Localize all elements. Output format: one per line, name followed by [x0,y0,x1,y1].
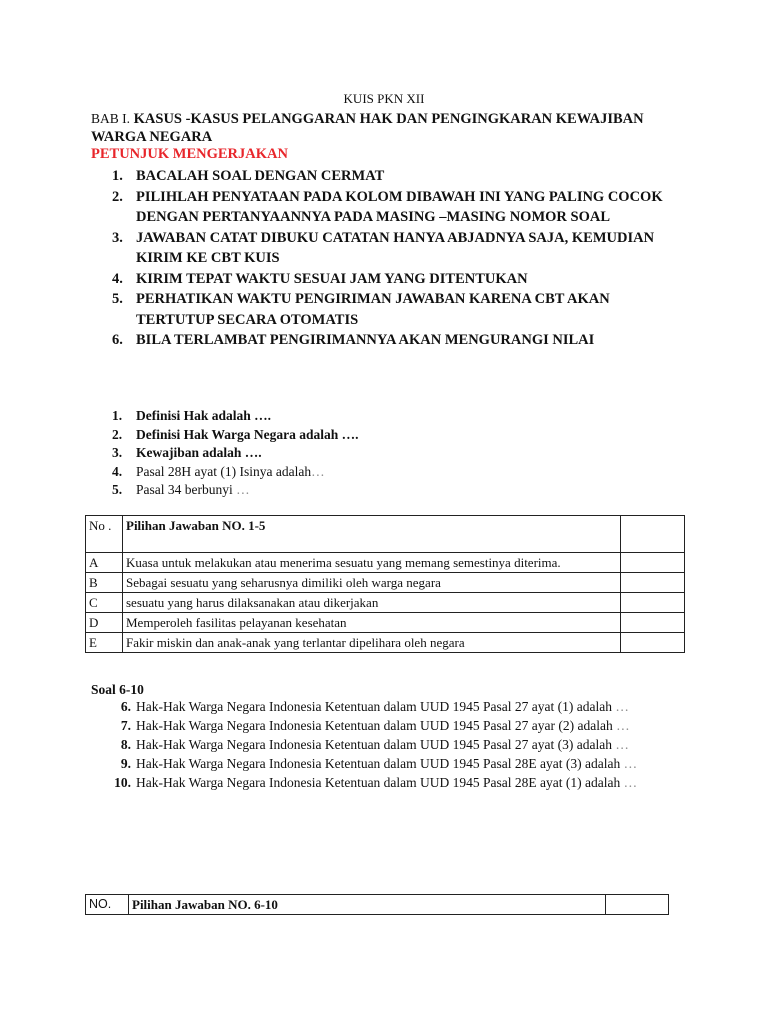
instruction-item: 1. BACALAH SOAL DENGAN CERMAT [112,168,385,184]
question-item: 5. Pasal 34 berbunyi … [112,482,250,497]
chapter-title: KASUS -KASUS PELANGGARAN HAK DAN PENGINGKARAN KEWAJIBAN WARGA NEGARA [91,111,644,145]
table-row: E Fakir miskin dan anak-anak yang terlantar dipelihara oleh negara [86,633,685,653]
table-header-row [86,895,669,915]
questions-6-10 [114,698,681,793]
instruction-item: 5. PERHATIKAN WAKTU PENGIRIMAN JAWABAN KARENA CBT AKAN TERTUTUP SECARA OTOMATIS [112,291,610,328]
instruction-item: 3. JAWABAN CATAT DIBUKU CATATAN HANYA ABJADNYA SAJA, KEMUDIAN KIRIM KE CBT KUIS [112,229,655,266]
instruction-item: 2. PILIHLAH PENYATAAN PADA KOLOM DIBAWAH INI YANG PALING COCOK DENGAN PERTANYAANNYA PADA MASING –MASING NOMOR SOAL [112,188,663,225]
header-no: NO. [86,895,129,915]
instruction-item: 6. BILA TERLAMBAT PENGIRIMANNYA AKAN MENGURANGI NILAI [112,332,595,348]
table-row: D Memperoleh fasilitas pelayanan kesehatan [86,613,685,633]
instruction-item: 4. KIRIM TEPAT WAKTU SESUAI JAM YANG DITENTUKAN [112,270,528,287]
header-pilihan: Pilihan Jawaban NO. 6-10 [129,895,606,915]
header-empty [621,516,685,553]
question-item: 9. Hak-Hak Warga Negara Indonesia Ketentuan dalam UUD 1945 Pasal 28E ayat (3) adalah … [120,756,638,771]
table-row: A Kuasa untuk melakukan atau menerima sesuatu yang memang semestinya diterima. [86,553,685,573]
table-header-row [86,516,685,553]
questions-1-5 [112,407,676,500]
answer-table-6-10 [85,894,669,915]
instructions-list [112,166,676,351]
header-pilihan: Pilihan Jawaban NO. 1-5 [123,516,621,553]
table-row: B Sebagai sesuatu yang seharusnya dimiliki oleh warga negara [86,573,685,593]
question-item: 7. Hak-Hak Warga Negara Indonesia Ketentuan dalam UUD 1945 Pasal 27 ayar (2) adalah … [120,718,630,733]
answer-table-1-5 [85,515,685,653]
question-item: 10. Hak-Hak Warga Negara Indonesia Ketentuan dalam UUD 1945 Pasal 28E ayat (1) adalah … [114,775,638,790]
header-empty [606,895,669,915]
instructions-heading: PETUNJUK MENGERJAKAN [91,146,288,162]
page-title: KUIS PKN XII [343,91,425,106]
table-row: C sesuatu yang harus dilaksanakan atau dikerjakan [86,593,685,613]
question-item: 4. Pasal 28H ayat (1) Isinya adalah… [112,463,325,479]
chapter-heading [91,110,691,146]
chapter-prefix: BAB I. [91,111,131,126]
question-item: 3. Kewajiban adalah …. [112,445,262,460]
header-no: No . [86,516,123,553]
question-item: 8. Hak-Hak Warga Negara Indonesia Ketentuan dalam UUD 1945 Pasal 27 ayat (3) adalah … [120,737,629,752]
question-item: 1. Definisi Hak adalah …. [112,408,272,423]
question-item: 6. Hak-Hak Warga Negara Indonesia Ketentuan dalam UUD 1945 Pasal 27 ayat (1) adalah … [120,699,629,714]
question-item: 2. Definisi Hak Warga Negara adalah …. [112,426,359,442]
section-heading-6-10: Soal 6-10 [91,682,144,697]
